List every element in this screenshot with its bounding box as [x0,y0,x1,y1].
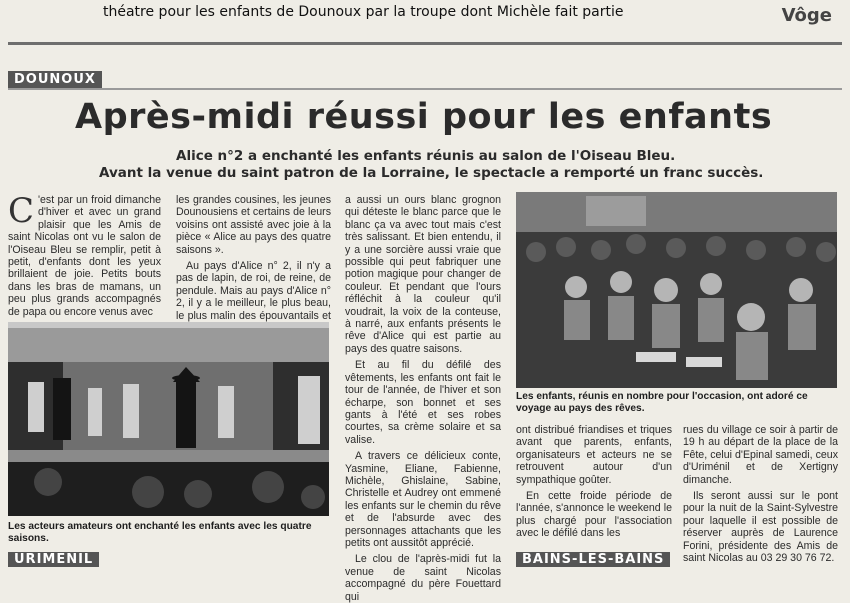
paragraph: ont distribué friandises et triques avant que parents, enfants, organisateurs et acteurs ne se retrouvent autour d'un sympathique goûter. [516,424,672,486]
article-column-5 [683,424,838,565]
paragraph: rues du village ce soir à partir de 19 h au départ de la place de la Fête, celui d'Epinal samedi, ceux d'Uriménil et de Xertigny dimanche. [683,424,838,486]
article-column-4 [516,424,672,548]
top-rule [8,42,842,45]
audience-photo-image [516,192,837,388]
location-tag: DOUNOUX [8,71,102,88]
next-article-tag-bains: BAINS-LES-BAINS [516,552,670,567]
section-rule [8,88,842,90]
paragraph: Ils seront aussi sur le pont pour la nuit de la Saint-Sylvestre pour laquelle il est possible de réserver auprès de Laurence Forini, présidente des Amis de saint Nicolas au 03 29 30 76 72. [683,490,838,565]
paragraph: A travers ce délicieux conte, Yasmine, Eliane, Fabienne, Michèle, Ghislaine, Sabine, Christelle et Audrey ont emmené les enfants sur le chemin du rêve et de l'absurde avec des personnages attachants que les petits ont aussitôt apprécié. [345,450,501,549]
paragraph: Au pays d'Alice n° 2, il n'y a pas de lapin, de roi, de reine, de pendule. Mais au pays d'Alice n° 2, il y a le meilleur, le plus beau, le plus malin des épouvantails et [176,260,331,322]
stage-photo [8,322,329,516]
audience-photo [516,192,837,388]
article-subtitle-2: Avant la venue du saint patron de la Lorraine, le spectacle a remporté un franc succès. [99,165,764,181]
section-title: Vôge [781,5,832,26]
next-article-tag-urimenil: URIMENIL [8,552,99,567]
paragraph: 'est par un froid dimanche d'hiver et avec un grand plaisir que les Amis de saint Nicolas ont vu le salon de l'Oiseau Bleu se remplir, petit à petit, d'enfants dont les yeux brillaient de joie. Petits bouts dans les bras de mamans, un peu plus grands accompagnés de papa ou encore venus avec [8,194,161,318]
paragraph: Et au fil du défilé des vêtements, les enfants ont fait le tour de l'année, de l'hiver et son écharpe, son bonnet et ses gants à l'été et ses robes courtes, sa crème solaire et sa valise. [345,359,501,446]
paragraph: a aussi un ours blanc grognon qui déteste le blanc parce que le blanc ça va avec tout mais c'est très salissant. Et bien entendu, il y a une sorcière aussi vraie que possible qui peut fabriquer une potion magique pour changer de couleur. Et pendant que l'ours réfléchit à la couleur qu'il voudrait, la voix de la conteuse, à narré, aux enfants présents le rêve d'Alice qui est partie au pays des quatre saisons. [345,194,501,355]
article-column-1 [8,191,161,318]
audience-photo-caption: Les enfants, réunis en nombre pour l'occasion, ont adoré ce voyage au pays des rêves. [516,391,808,414]
stage-photo-caption: Les acteurs amateurs ont enchanté les enfants avec les quatre saisons. [8,521,312,544]
article-column-2 [176,194,331,322]
paragraph: les grandes cousines, les jeunes Dounousiens et certains de leurs voisins ont assisté avec joie à la pièce « Alice au pays des quatre saisons ». [176,194,331,256]
stage-photo-image [8,322,329,516]
article-subtitle-1: Alice n°2 a enchanté les enfants réunis au salon de l'Oiseau Bleu. [176,148,676,164]
paragraph: En cette froide période de l'année, s'annonce le weekend le plus chargé pour l'association avec le défilé dans les [516,490,672,540]
dropcap: C [8,191,35,231]
paragraph: Le clou de l'après-midi fut la venue de saint Nicolas accompagné du père Fouettard qui [345,553,501,603]
article-column-3 [345,194,501,603]
handwritten-caption: théatre pour les enfants de Dounoux par la troupe dont Michèle fait partie [103,4,624,20]
article-headline: Après-midi réussi pour les enfants [75,97,773,137]
